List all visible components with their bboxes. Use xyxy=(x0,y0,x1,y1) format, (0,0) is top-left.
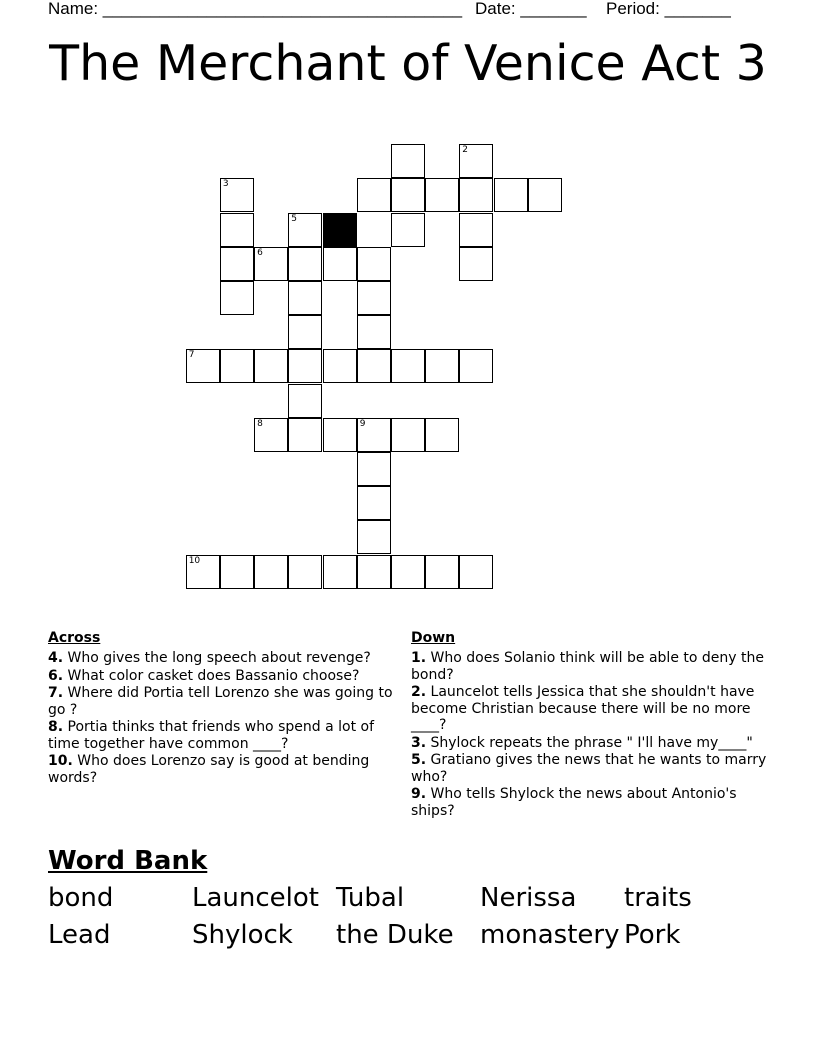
clue-number-label: 10 xyxy=(188,555,201,566)
grid-cell[interactable] xyxy=(220,247,254,281)
grid-cell[interactable] xyxy=(288,315,322,349)
word-bank-word: Pork xyxy=(624,920,681,950)
grid-cell[interactable] xyxy=(288,213,322,247)
grid-block xyxy=(323,213,357,247)
grid-cell[interactable] xyxy=(357,555,391,589)
grid-cell[interactable] xyxy=(288,281,322,315)
down-clue xyxy=(411,786,769,819)
clue-number: 1. xyxy=(411,650,427,666)
clue-number-label: 3 xyxy=(222,179,229,190)
grid-cell[interactable] xyxy=(254,247,288,281)
across-clues xyxy=(48,629,393,787)
grid-cell[interactable] xyxy=(357,418,391,452)
across-clue xyxy=(48,719,393,752)
clue-text: Who does Solanio think will be able to deny the bond? xyxy=(411,650,764,683)
grid-cell[interactable] xyxy=(357,452,391,486)
grid-cell[interactable] xyxy=(220,555,254,589)
grid-cell[interactable] xyxy=(220,178,254,212)
across-heading: Across xyxy=(48,630,101,646)
clue-number: 7. xyxy=(48,685,64,701)
name-field-label: Name: ______________________________________ xyxy=(48,0,463,18)
clue-number: 5. xyxy=(411,752,427,768)
grid-cell[interactable] xyxy=(288,418,322,452)
grid-cell[interactable] xyxy=(357,178,391,212)
grid-cell[interactable] xyxy=(357,349,391,383)
grid-cell[interactable] xyxy=(459,349,493,383)
period-field-label: Period: _______ xyxy=(606,0,731,18)
grid-cell[interactable] xyxy=(459,555,493,589)
grid-cell[interactable] xyxy=(357,315,391,349)
clue-number: 10. xyxy=(48,753,73,769)
date-field-label: Date: _______ xyxy=(475,0,587,18)
word-bank-word: the Duke xyxy=(336,920,454,950)
grid-cell[interactable] xyxy=(186,349,220,383)
grid-cell[interactable] xyxy=(254,349,288,383)
across-clue xyxy=(48,650,393,667)
across-clue xyxy=(48,668,393,685)
clue-text: Who tells Shylock the news about Antonio's ships? xyxy=(411,786,737,819)
word-bank-word: Tubal xyxy=(336,883,405,913)
word-bank-title: Word Bank xyxy=(48,846,208,876)
grid-cell[interactable] xyxy=(528,178,562,212)
grid-cell[interactable] xyxy=(391,213,425,247)
grid-cell[interactable] xyxy=(425,349,459,383)
grid-cell[interactable] xyxy=(391,349,425,383)
clue-text: Launcelot tells Jessica that she shouldn't have become Christian because there will be no more ____? xyxy=(411,684,755,733)
down-clue xyxy=(411,752,769,785)
down-clues xyxy=(411,629,769,820)
grid-cell[interactable] xyxy=(220,349,254,383)
down-heading: Down xyxy=(411,630,456,646)
down-clue xyxy=(411,650,769,683)
grid-cell[interactable] xyxy=(357,486,391,520)
word-bank-word: Shylock xyxy=(192,920,293,950)
grid-cell[interactable] xyxy=(425,555,459,589)
clue-text: Shylock repeats the phrase " I'll have my____" xyxy=(430,734,753,751)
worksheet-title: The Merchant of Venice Act 3 xyxy=(49,35,767,92)
clue-number-label: 5 xyxy=(291,213,298,224)
grid-cell[interactable] xyxy=(425,178,459,212)
grid-cell[interactable] xyxy=(288,349,322,383)
grid-cell[interactable] xyxy=(357,520,391,554)
grid-cell[interactable] xyxy=(288,555,322,589)
down-clue xyxy=(411,684,769,734)
clue-number: 6. xyxy=(48,667,64,684)
grid-cell[interactable] xyxy=(288,384,322,418)
clue-number-label: 8 xyxy=(257,418,263,429)
word-bank-word: bond xyxy=(48,883,114,913)
down-clue-list xyxy=(411,650,769,819)
clue-number: 2. xyxy=(411,684,427,700)
clue-number: 3. xyxy=(411,734,427,751)
grid-cell[interactable] xyxy=(425,418,459,452)
grid-cell[interactable] xyxy=(459,144,493,178)
clue-text: Portia thinks that friends who spend a lot of time together have common ____? xyxy=(48,719,374,752)
grid-cell[interactable] xyxy=(459,178,493,212)
grid-cell[interactable] xyxy=(391,555,425,589)
across-clue xyxy=(48,753,393,786)
grid-cell[interactable] xyxy=(220,213,254,247)
grid-cell[interactable] xyxy=(391,418,425,452)
grid-cell[interactable] xyxy=(323,247,357,281)
clue-number: 8. xyxy=(48,719,64,735)
grid-cell[interactable] xyxy=(323,418,357,452)
word-bank-word: Launcelot xyxy=(192,883,319,913)
grid-cell[interactable] xyxy=(288,247,322,281)
grid-cell[interactable] xyxy=(494,178,528,212)
grid-cell[interactable] xyxy=(186,555,220,589)
clue-number-label: 6 xyxy=(257,247,263,258)
grid-cell[interactable] xyxy=(391,178,425,212)
grid-cell[interactable] xyxy=(254,418,288,452)
clue-number: 4. xyxy=(48,650,64,666)
grid-cell[interactable] xyxy=(254,555,288,589)
clue-text: Where did Portia tell Lorenzo she was going to go ? xyxy=(48,685,393,718)
clue-text: Who does Lorenzo say is good at bending words? xyxy=(48,753,370,786)
clue-number-label: 7 xyxy=(188,350,195,361)
clue-text: What color casket does Bassanio choose? xyxy=(67,667,360,684)
across-clue-list xyxy=(48,650,393,786)
grid-cell[interactable] xyxy=(357,247,391,281)
grid-cell[interactable] xyxy=(323,349,357,383)
down-clue xyxy=(411,735,769,752)
word-bank-word: Lead xyxy=(48,920,111,950)
word-bank-word: monastery xyxy=(480,920,620,950)
clue-number-label: 2 xyxy=(462,145,469,156)
grid-cell[interactable] xyxy=(323,555,357,589)
clue-number: 9. xyxy=(411,786,427,802)
clue-text: Who gives the long speech about revenge? xyxy=(67,650,371,666)
word-bank-word: traits xyxy=(624,883,692,913)
grid-cell[interactable] xyxy=(459,247,493,281)
across-clue xyxy=(48,685,393,718)
grid-cell[interactable] xyxy=(391,144,425,178)
clue-text: Gratiano gives the news that he wants to marry who? xyxy=(411,752,767,785)
grid-cell[interactable] xyxy=(357,281,391,315)
grid-cell[interactable] xyxy=(459,213,493,247)
grid-cell[interactable] xyxy=(220,281,254,315)
clue-number-label: 9 xyxy=(359,418,366,429)
word-bank-word: Nerissa xyxy=(480,883,577,913)
